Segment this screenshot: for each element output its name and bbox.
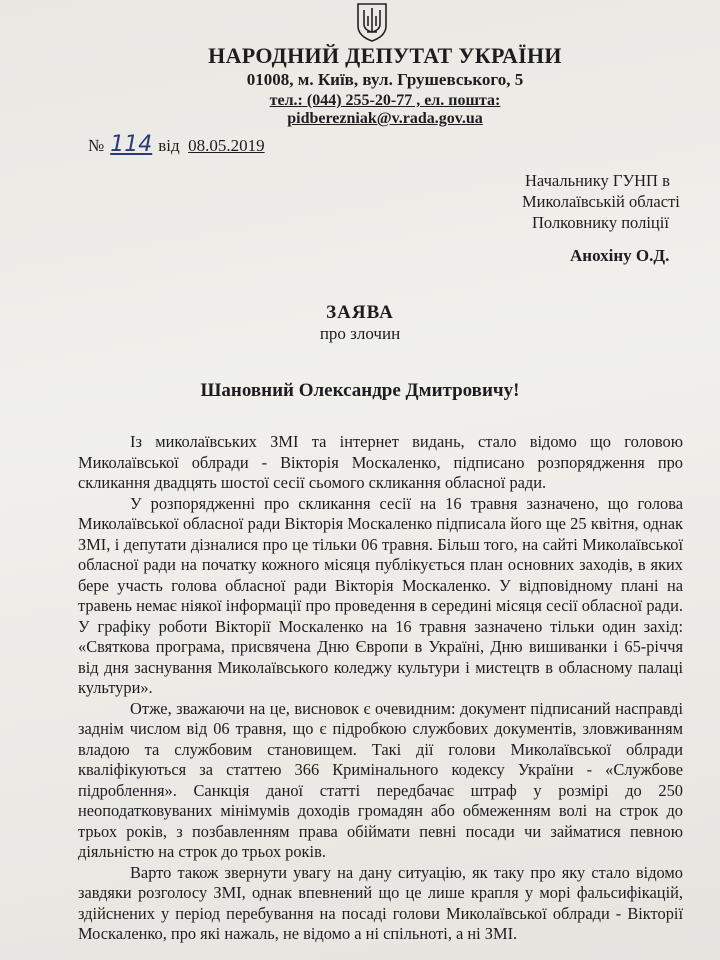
body-paragraph: Із миколаївських ЗМІ та інтернет видань, стало відомо що головою Миколаївської облради - Вікторія Москаленко, підписано розпорядження про скликання двадцять шостої сесії сьомого скликання обласної ради. (78, 432, 683, 492)
letterhead-address: 01008, м. Київ, вул. Грушевського, 5 (246, 70, 524, 89)
addressee-block (470, 170, 680, 233)
registration-line (88, 132, 265, 157)
document-subtitle: про злочин (319, 324, 401, 343)
letter-body (78, 432, 683, 945)
salutation: Шановний Олександре Дмитровичу! (200, 380, 520, 401)
from-label: від (158, 136, 180, 155)
body-paragraph: У розпорядженні про скликання сесії на 16 травня зазначено, що голова Миколаївської обласної ради Вікторія Москаленко підписала його ще 25 квітня, однак ЗМІ, і депутати дізналися про це тільки 06 травня. Більш того, на сайті Миколаївської обласної ради на початку кожного місяця публікується план основних заходів, в яких бере участь голова обласної ради Вікторія Москаленко. У відповідному плані на травень немає ніякої інформації про проведення в середині місяця сесії обласної ради. У графіку роботи Вікторії Москаленко на 16 травня зазначено тільки один захід: «Святкова програма, присвячена Дню Європи в Україні, Дню вишиванки і 65-річчя від дня заснування Миколаївського коледжу культури і мистецтв в обласному палаці культури». (78, 493, 683, 697)
addressee-line-3: Полковнику поліції (532, 213, 669, 232)
addressee-line-1: Начальнику ГУНП в (525, 171, 670, 190)
body-paragraph: Отже, зважаючи на це, висновок є очевидним: документ підписаний насправді заднім числом від 06 травня, що є підробкою службових документів, зловживанням владою та службовим становищем. Такі дії голови Миколаївської облради кваліфікуються за статтею 366 Кримінального кодексу України - «Службове підроблення». Санкція даної статті передбачає штраф у розмірі до 250 неоподатковуваних мінімумів доходів громадян або обмеженням волі на строк до трьох років, з позбавленням права обіймати певні посади чи займатися певною діяльністю на строк до трьох років. (78, 698, 683, 861)
registration-date: 08.05.2019 (188, 136, 265, 155)
registration-number: 114 (110, 132, 153, 157)
number-label: № (88, 136, 105, 155)
addressee-name: Анохіну О.Д. (570, 246, 670, 265)
document-title: ЗАЯВА (326, 302, 394, 323)
letterhead-title: НАРОДНИЙ ДЕПУТАТ УКРАЇНИ (208, 43, 562, 68)
body-paragraph: Варто також звернути увагу на дану ситуацію, як таку про яку стало відомо завдяки розголосу ЗМІ, однак впевнений що це лише крапля у морі фальсифікацій, здійснених у період перебування на посаді голови Миколаївської облради - Вікторії Москаленко, про які нажаль, не відомо а ні спільноті, а ні ЗМІ. (78, 862, 683, 943)
addressee-line-2: Миколаївській області (522, 192, 680, 211)
letterhead-contacts: тел.: (044) 255-20-77 , ел. пошта: pidberezniak@v.rada.gov.ua (269, 92, 501, 127)
trident-emblem-icon (355, 2, 389, 42)
